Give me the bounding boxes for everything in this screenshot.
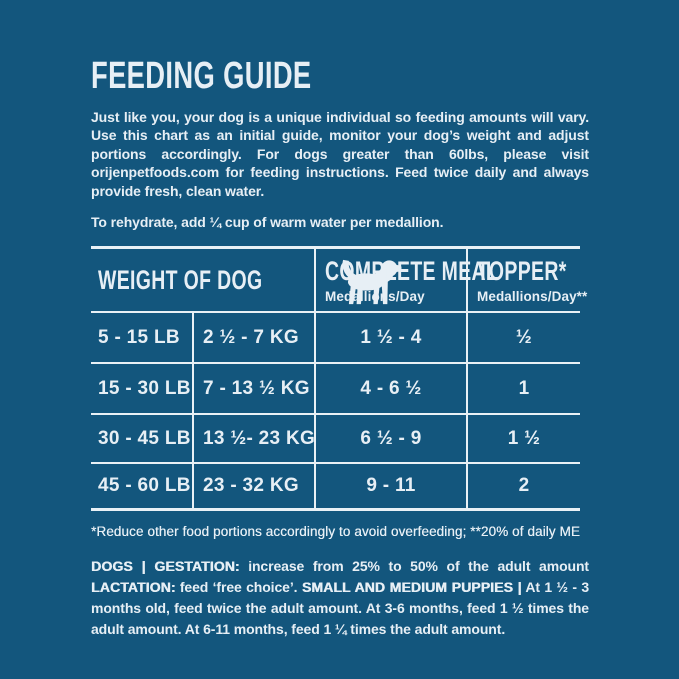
- feeding-table: [91, 246, 588, 511]
- topper-unit-subheader: Medallions/Day**: [477, 289, 588, 305]
- complete-meal-cell: 9 - 11: [314, 464, 466, 508]
- notes-segment: increase from 25% to 50% of the adult amount: [239, 558, 589, 575]
- weight-of-dog-label: WEIGHT OF DOG: [98, 264, 263, 295]
- notes-segment: DOGS | GESTATION:: [91, 558, 240, 575]
- feeding-notes-paragraph: [91, 556, 589, 640]
- notes-segment: SMALL AND MEDIUM PUPPIES |: [301, 579, 522, 596]
- notes-segment: LACTATION:: [91, 579, 176, 596]
- weight-lb-cell: 5 - 15 LB: [91, 313, 192, 364]
- complete-meal-cell: 1 ½ - 4: [314, 313, 466, 364]
- rehydrate-note: To rehydrate, add ¼ cup of warm water per medallion.: [91, 214, 444, 231]
- weight-kg-cell: 13 ½- 23 KG: [192, 415, 314, 464]
- topper-cell: 1: [466, 364, 580, 415]
- weight-kg-cell: 2 ½ - 7 KG: [192, 313, 314, 364]
- topper-label: TOPPER*: [477, 256, 567, 287]
- table-footnote: *Reduce other food portions accordingly to avoid overfeeding; **20% of daily ME: [91, 524, 580, 540]
- weight-of-dog-header-cell: [91, 249, 314, 313]
- weight-lb-cell: 15 - 30 LB: [91, 364, 192, 415]
- topper-cell: 1 ½: [466, 415, 580, 464]
- weight-lb-cell: 30 - 45 LB: [91, 415, 192, 464]
- notes-segment: At 1 ½ - 3 months old, feed twice the adult amount. At 3-6 months, feed 1 ½ times the adult amount. At 6-11 months, feed 1 ¼ times the adult amount.: [91, 579, 590, 638]
- meal-unit-subheader: Medallions/Day: [325, 289, 425, 305]
- notes-segment: feed ‘free choice’.: [175, 579, 302, 596]
- topper-cell: ½: [466, 313, 580, 364]
- complete-meal-header-cell: [314, 249, 499, 313]
- intro-paragraph: Just like you, your dog is a unique individual so feeding amounts will vary. Use this chart as an initial guide, monitor your dog’s weight and adjust portions accordingly. For dogs greater than 60lbs, please visit orijenpetfoods.com for feeding instructions. Feed twice daily and always provide fresh, clean water.: [91, 109, 589, 199]
- page-title: FEEDING GUIDE: [91, 55, 312, 97]
- weight-lb-cell: 45 - 60 LB: [98, 475, 191, 497]
- weight-kg-cell: 7 - 13 ½ KG: [192, 364, 314, 415]
- complete-meal-cell: 4 - 6 ½: [314, 364, 466, 415]
- topper-header-cell: [466, 249, 588, 313]
- weight-kg-cell: 23 - 32 KG: [192, 464, 314, 508]
- topper-cell: 2: [466, 464, 580, 508]
- complete-meal-label: COMPLETE MEAL: [325, 256, 499, 287]
- complete-meal-cell: 6 ½ - 9: [314, 415, 466, 464]
